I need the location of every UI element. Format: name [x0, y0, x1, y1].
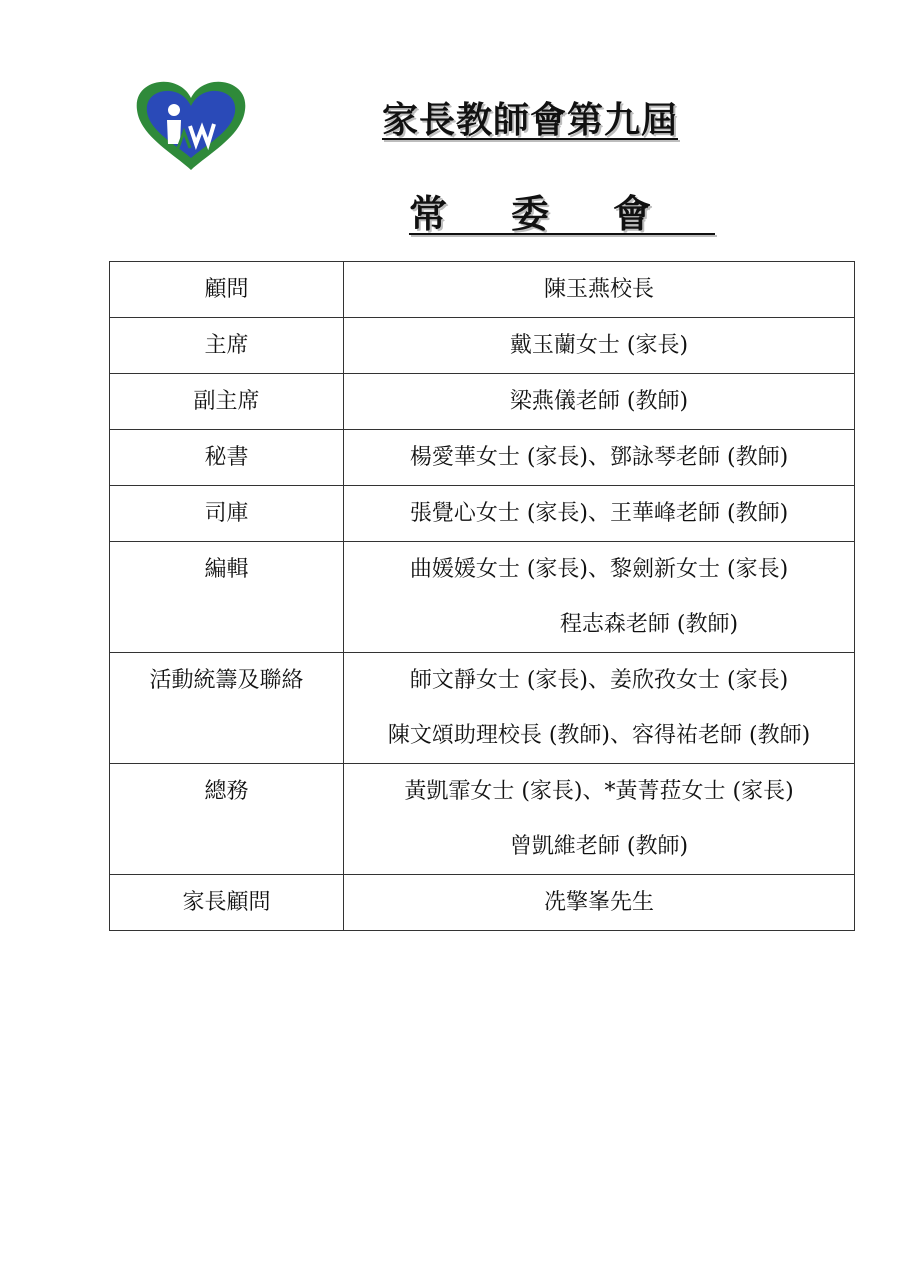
- role-cell: 顧問: [110, 262, 344, 318]
- table-row: [110, 430, 855, 486]
- members-cell: 曲媛媛女士 (家長)、黎劍新女士 (家長) 程志森老師 (教師): [344, 542, 855, 653]
- table-row: [110, 653, 855, 764]
- title-block: [340, 92, 720, 238]
- members-cell: 陳玉燕校長: [344, 262, 855, 318]
- table-row: [110, 262, 855, 318]
- role-cell: 副主席: [110, 374, 344, 430]
- members-cell: 張覺心女士 (家長)、王華峰老師 (教師): [344, 486, 855, 542]
- committee-table: [109, 261, 855, 931]
- role-cell: 總務: [110, 764, 344, 875]
- role-cell: 家長顧問: [110, 875, 344, 931]
- members-cell: 黃凱霏女士 (家長)、*黃菁菈女士 (家長) 曾凱維老師 (教師): [344, 764, 855, 875]
- role-cell: 秘書: [110, 430, 344, 486]
- table-row: [110, 875, 855, 931]
- members-cell: 師文靜女士 (家長)、姜欣孜女士 (家長) 陳文頌助理校長 (教師)、容得祐老師 (教師): [344, 653, 855, 764]
- role-cell: 活動統籌及聯絡: [110, 653, 344, 764]
- role-cell: 司庫: [110, 486, 344, 542]
- role-cell: 主席: [110, 318, 344, 374]
- page-title: 家長教師會第九屆: [381, 100, 678, 141]
- table-row: [110, 374, 855, 430]
- page-subtitle: 常委會: [408, 192, 715, 236]
- members-cell: 戴玉蘭女士 (家長): [344, 318, 855, 374]
- table-row: [110, 486, 855, 542]
- members-cell: 楊愛華女士 (家長)、鄧詠琴老師 (教師): [344, 430, 855, 486]
- table-row: [110, 764, 855, 875]
- members-cell: 冼擎峯先生: [344, 875, 855, 931]
- table-row: [110, 318, 855, 374]
- school-logo: [134, 78, 248, 172]
- members-cell: 梁燕儀老師 (教師): [344, 374, 855, 430]
- table-row: [110, 542, 855, 653]
- school-heart-logo-icon: [134, 78, 248, 172]
- role-cell: 編輯: [110, 542, 344, 653]
